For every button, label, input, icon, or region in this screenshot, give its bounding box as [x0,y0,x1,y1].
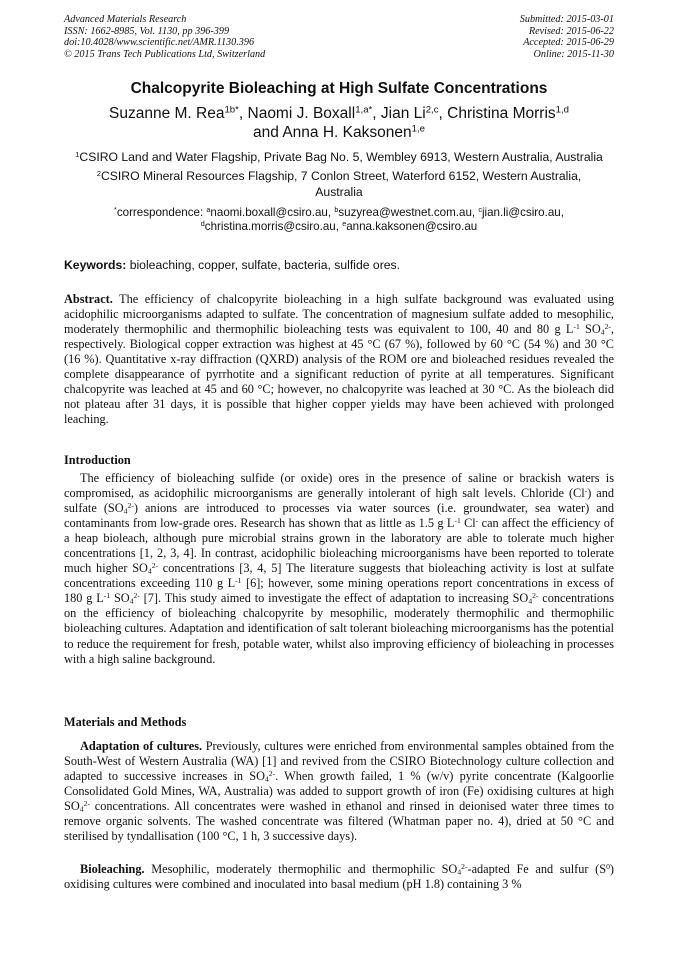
author-affiliation-mark: 1,a* [355,104,373,116]
email-separator: , [560,206,564,219]
superscript: -1 [235,576,242,586]
subscript: 4 [147,566,152,576]
subsection-label: Adaptation of cultures. [80,739,203,753]
paragraph-text: can affect the efficiency of a heap bioleach, although pure microbial strains grown in the laboratory are able to tolerate much higher concentrations [1, 2, 3, 4]. In contrast, acidophilic bioleaching microorganisms have been reported to tolerate much higher SO [64,516,614,576]
superscript: - [584,485,588,495]
abstract-text: , respectively. Biological copper extraction was highest at 45 °C (67 %), followed by 60 °C (54 %) and 30 °C (16 %). Quantitative x-ray diffraction (QXRD) analysis of the ROM ore and bioleached residues revealed the complete disappearance of pyrrhotite and a significant reduction of pyrite at all temperatures. Significant chalcopyrite was leached at 45 and 60 °C; however, no chalcopyrite was leached at 30 °C. As the bioleach did not plateau after 31 days, it is possible that higher copper yields may have been achieved with prolonged leaching. [64,322,614,427]
abstract-label: Abstract. [64,292,113,306]
journal-copyright: © 2015 Trans Tech Publications Ltd, Switzerland [64,48,266,60]
superscript: 2- [604,321,611,331]
paragraph-text: ) oxidising cultures were combined and inoculated into basal medium (pH 1.8) containing 3 % [64,862,614,892]
paragraph-text: SO [110,591,130,606]
subscript: 4 [457,867,462,877]
journal-issn: ISSN: 1662-8985, Vol. 1130, pp 396-399 [64,25,230,37]
superscript: - [475,515,479,525]
author-separator: , [372,105,381,122]
affiliation-mark: 2 [96,168,101,178]
superscript: 2- [268,768,276,778]
subscript: 4 [264,774,269,784]
author-affiliation-mark: 2,c [425,104,439,116]
superscript: 2- [532,591,539,601]
email-link[interactable]: naomi.boxall@csiro.au [210,206,328,219]
affiliation-2 [64,169,614,200]
paragraph-text: The efficiency of bioleaching sulfide (or oxide) ores in the presence of saline or brackish waters is compromised, as acidophilic microorganisms are generally intolerant of high salt levels. Chloride (Cl [64,471,614,501]
methods-adaptation-paragraph [64,739,614,844]
paragraph-text: . When growth failed, 1 % (w/v) pyrite concentrate (Kalgoorlie Consolidated Gold Mines, WA, Australia) was added to support growth of iron (Fe) oxidising cultures at high SO [64,769,614,814]
superscript: 0 [606,861,610,871]
paragraph-text: Previously, cultures were enriched from environmental samples obtained from the South-West of Western Australia (WA) [1] and revived from the CSIRO Biotechnology culture collection and adapted to successive increases in SO [64,739,614,784]
abstract [64,292,614,427]
journal-doi: doi:10.4028/www.scientific.net/AMR.1130.396 [64,37,255,49]
affiliation-1 [64,150,614,166]
paragraph-text: ) and sulfate (SO [64,486,614,516]
superscript: 2- [127,500,134,510]
affiliation-mark: 1 [75,149,80,159]
section-heading-methods: Materials and Methods [64,715,187,729]
email-mark: b [334,205,339,215]
date-online: Online: 2015-11-30 [533,48,614,60]
superscript: 2- [83,799,90,808]
introduction-paragraph [64,471,614,667]
methods-bioleaching-paragraph [64,862,614,892]
abstract-text: SO [579,322,601,337]
email-link[interactable]: suzyrea@westnet.com.au [338,206,472,219]
email-mark: d [200,219,205,229]
superscript: -1 [573,321,580,331]
paragraph-text: Cl [460,516,476,531]
paragraph-text: ) anions are introduced to processes via water sources (i.e. groundwater, sea water) and contaminants from low-grade ores. Research has shown that as little as 1.5 g L [64,501,614,531]
author-separator: , [438,105,448,122]
journal-name: Advanced Materials Research [64,14,187,25]
correspondence [64,206,614,234]
keywords-label: Keywords: [64,258,127,272]
paragraph-text: Mesophilic, moderately thermophilic and thermophilic SO [144,862,458,876]
abstract-text: The efficiency of chalcopyrite bioleaching in a high sulfate background was evaluated using acidophilic microorganisms adapted to sulfate. The concentration of magnesium sulfate added to mesophilic, moderately thermophilic and thermophilic bioleaching tests was equivalent to 100, 40 and 80 g L [64,292,614,337]
author-list [70,104,608,142]
superscript: 2- [133,591,140,601]
superscript: -1 [103,591,111,601]
superscript: 2- [461,861,468,871]
affiliation-text: CSIRO Mineral Resources Flagship, 7 Conlon Street, Waterford 6152, Western Australia, Australia [100,169,582,199]
superscript: 2- [151,561,159,571]
date-accepted: Accepted: 2015-06-29 [523,37,614,49]
paragraph-text: [7]. This study aimed to investigate the effect of adaptation to increasing SO [139,591,529,606]
email-link[interactable]: anna.kaksonen@csiro.au [346,220,478,234]
section-heading-introduction: Introduction [64,453,131,467]
dates-header [520,14,614,60]
subsection-label: Bioleaching. [80,862,145,876]
keywords [64,258,400,272]
email-separator: , [327,206,335,219]
paragraph-text: concentrations on the efficiency of bioleaching chalcopyrite by mesophilic, moderately thermophilic and thermophilic bioleaching cultures. Adaptation and identification of salt tolerant bioleaching microorganisms has the potential to reduce the requirement for fresh, potable water, whilst also improving efficiency of bioleaching in processes with a high saline background. [64,591,615,666]
author-affiliation-mark: 1,e [411,123,425,135]
author-name: Suzanne M. Rea [109,105,225,122]
email-link[interactable]: christina.morris@csiro.au [204,220,336,234]
subscript: 4 [129,596,134,606]
paragraph-text: -adapted Fe and sulfur (S [467,862,607,876]
author-affiliation-mark: 1b* [224,104,239,116]
email-separator: , [471,206,479,219]
subscript: 4 [123,506,128,516]
paragraph-text: concentrations [3, 4, 5] The literature suggests that bioleaching activity is lost at sulfate concentrations exceeding 110 g L [64,561,615,591]
author-name: Jian Li [380,105,426,122]
author-name: and Anna H. Kaksonen [253,124,412,141]
email-mark: e [342,219,347,229]
date-revised: Revised: 2015-06-22 [528,25,614,37]
keywords-text: bioleaching, copper, sulfate, bacteria, sulfide ores. [126,258,401,272]
date-submitted: Submitted: 2015-03-01 [519,14,614,25]
author-affiliation-mark: 1,d [555,104,569,116]
author-name: Naomi J. Boxall [247,105,356,122]
correspondence-label: correspondence: [116,206,207,219]
email-mark: c [478,205,482,215]
subscript: 4 [528,596,533,606]
paragraph-text: [6]; however, some mining operations report concentrations in excess of 180 g L [64,576,614,606]
email-mark: a [206,205,211,215]
paper-title: Chalcopyrite Bioleaching at High Sulfate Concentrations [130,80,548,97]
subscript: 4 [600,327,605,337]
email-link[interactable]: jian.li@csiro.au [481,206,561,219]
email-separator: , [335,220,343,234]
paragraph-text: concentrations. All concentrates were washed in ethanol and rinsed in deionised water three times to remove organic solvents. The washed concentrate was filtered (Whatman paper no. 4), dried at 50 °C and sterilised by tyndallisation (100 °C, 1 h, 3 successive days). [64,799,614,844]
subscript: 4 [79,804,84,814]
superscript: -1 [454,515,461,525]
affiliation-text: CSIRO Land and Water Flagship, Private Bag No. 5, Wembley 6913, Western Australia, Australia [79,150,603,164]
correspondence-mark: * [114,205,117,215]
journal-header [64,14,265,60]
author-separator: , [238,105,248,122]
author-name: Christina Morris [447,105,556,122]
